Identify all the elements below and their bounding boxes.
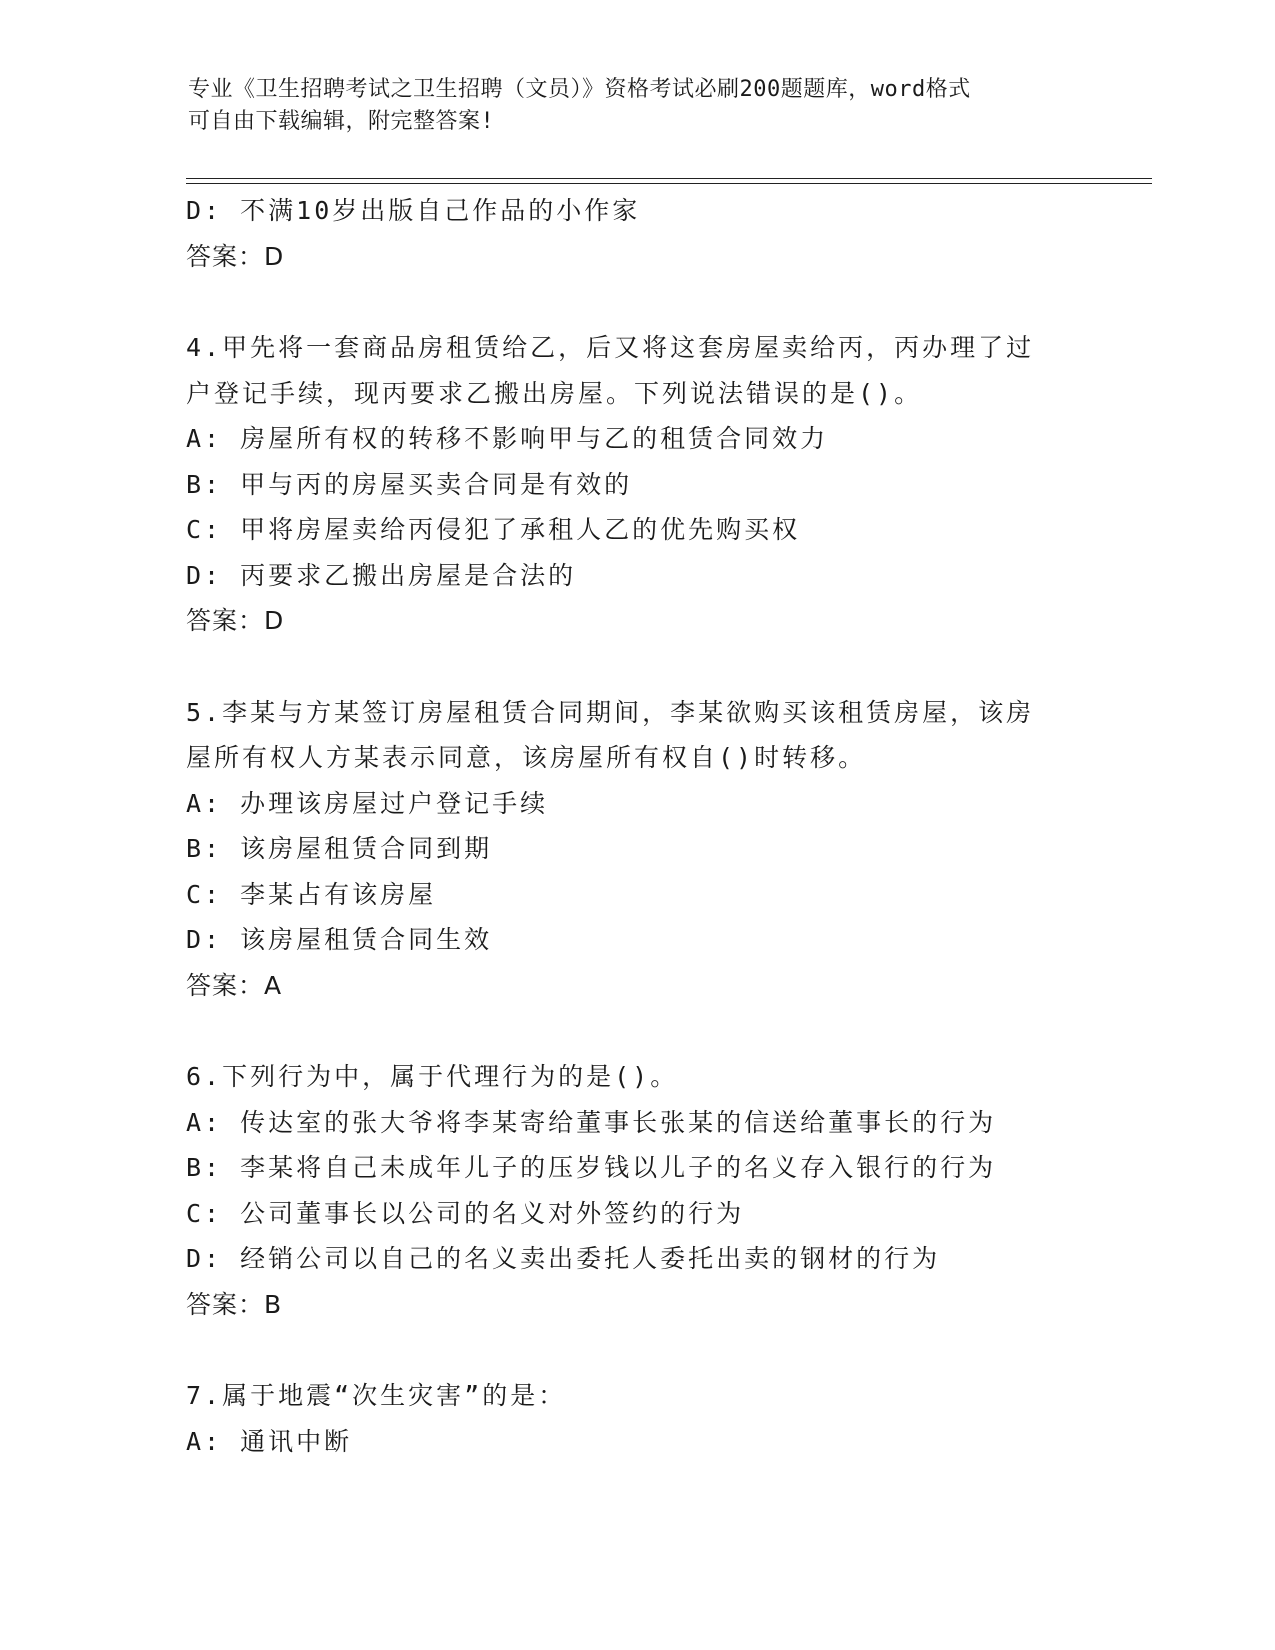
option-c: C: 李某占有该房屋 — [186, 879, 437, 909]
answer-line: 答案：B — [186, 1289, 283, 1319]
option-d: D: 经销公司以自己的名义卖出委托人委托出卖的钢材的行为 — [186, 1244, 941, 1273]
prev-question-answer: 答案：D — [186, 241, 285, 271]
question-6 — [186, 1054, 1146, 1327]
option-c: C: 公司董事长以公司的名义对外签约的行为 — [186, 1198, 745, 1228]
header-title-line-2: 可自由下载编辑，附完整答案! — [188, 109, 495, 134]
question-stem-line: 4.甲先将一套商品房租赁给乙，后又将这套房屋卖给丙，丙办理了过 — [186, 333, 1035, 362]
prev-question-option-d: D: 不满10岁出版自己作品的小作家 — [186, 196, 641, 225]
option-d: D: 该房屋租赁合同生效 — [186, 925, 493, 954]
question-list — [186, 188, 1146, 1464]
answer-line: 答案：A — [186, 970, 283, 1000]
option-a: A: 通讯中断 — [186, 1426, 353, 1456]
header-title-line-1: 专业《卫生招聘考试之卫生招聘（文员）》资格考试必刷200题题库，word格式 — [188, 77, 971, 102]
option-b: B: 李某将自己未成年儿子的压岁钱以儿子的名义存入银行的行为 — [186, 1153, 997, 1182]
header-divider-bottom — [186, 183, 1152, 184]
question-stem-line: 6.下列行为中，属于代理行为的是()。 — [186, 1062, 679, 1091]
option-d: D: 丙要求乙搬出房屋是合法的 — [186, 560, 577, 590]
question-stem-line: 户登记手续，现丙要求乙搬出房屋。下列说法错误的是()。 — [186, 378, 923, 408]
question-7 — [186, 1373, 1146, 1464]
option-c: C: 甲将房屋卖给丙侵犯了承租人乙的优先购买权 — [186, 515, 801, 544]
question-stem-line: 5.李某与方某签订房屋租赁合同期间，李某欲购买该租赁房屋，该房 — [186, 697, 1035, 727]
header-divider-top — [186, 178, 1152, 179]
question-gap — [186, 279, 1146, 325]
option-b: B: 该房屋租赁合同到期 — [186, 834, 493, 863]
answer-line: 答案：D — [186, 606, 285, 635]
document-header — [188, 74, 1068, 138]
question-4 — [186, 325, 1146, 644]
question-stem-line: 7.属于地震“次生灾害”的是： — [186, 1381, 567, 1410]
option-a: A: 办理该房屋过户登记手续 — [186, 788, 549, 818]
option-a: A: 房屋所有权的转移不影响甲与乙的租赁合同效力 — [186, 424, 829, 453]
option-b: B: 甲与丙的房屋买卖合同是有效的 — [186, 469, 633, 499]
question-stem-line: 屋所有权人方某表示同意，该房屋所有权自()时转移。 — [186, 743, 867, 772]
question-5 — [186, 690, 1146, 1009]
question-gap — [186, 1008, 1146, 1054]
question-gap — [186, 644, 1146, 690]
option-a: A: 传达室的张大爷将李某寄给董事长张某的信送给董事长的行为 — [186, 1107, 997, 1137]
question-gap — [186, 1327, 1146, 1373]
